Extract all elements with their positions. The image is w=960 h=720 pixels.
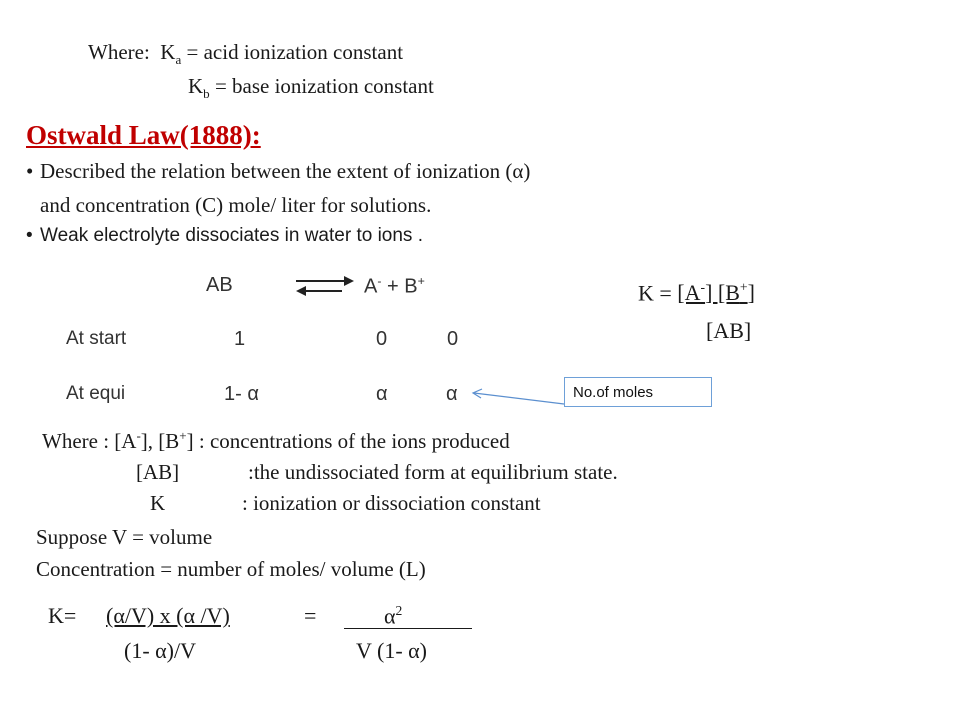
where-line-2-term: [AB] bbox=[136, 460, 180, 484]
equi-value-a: α bbox=[376, 383, 388, 405]
bullet-2: • Weak electrolyte dissociates in water to ions . bbox=[26, 225, 423, 246]
bullet-1-line-2: and concentration (C) mole/ liter for solutions. bbox=[40, 193, 432, 217]
formula-numerator: (α/V) x (α /V) bbox=[106, 603, 230, 628]
bullet-1-line-1: • Described the relation between the extent of ionization (α) bbox=[26, 159, 531, 183]
section-title: Ostwald Law(1888): bbox=[26, 120, 261, 150]
row-equi-label: At equi bbox=[66, 383, 126, 404]
pointer-arrow-icon bbox=[466, 386, 566, 408]
start-value-a: 0 bbox=[376, 328, 388, 350]
products: A- + B+ bbox=[364, 274, 425, 298]
fraction-bar bbox=[344, 628, 472, 629]
ka-definition: Where: $K_a$ = acid ionization constant bbox=[88, 40, 404, 68]
where-line-3-term: K bbox=[150, 491, 166, 515]
where-line-3-desc: : ionization or dissociation constant bbox=[242, 491, 541, 515]
start-value-ab: 1 bbox=[234, 328, 246, 350]
where-line-2-desc: :the undissociated form at equilibrium state. bbox=[248, 460, 618, 484]
start-value-b: 0 bbox=[447, 328, 459, 350]
volume-line-1: Suppose V = volume bbox=[36, 525, 213, 549]
k-expression-numerator: K = [A-] [B+] bbox=[638, 280, 755, 306]
formula-rhs-numerator: $\alpha^2$ bbox=[384, 603, 403, 629]
formula-lhs: K= bbox=[48, 603, 77, 628]
note-callout: No.of moles bbox=[564, 377, 712, 407]
k-expression-denominator: [AB] bbox=[706, 318, 752, 343]
equi-value-b: α bbox=[446, 383, 458, 405]
equi-value-ab: 1- α bbox=[224, 383, 259, 405]
formula-denominator: (1- α)/V bbox=[124, 638, 197, 663]
equilibrium-arrows-icon bbox=[292, 274, 358, 296]
volume-line-2: Concentration = number of moles/ volume (L) bbox=[36, 557, 426, 581]
formula-rhs-denominator: V (1- α) bbox=[356, 638, 427, 663]
where-line-1: Where : [A-], [B+] : concentrations of the ions produced bbox=[42, 428, 510, 453]
species-ab: AB bbox=[206, 274, 233, 296]
kb-definition: $K_b$ = base ionization constant bbox=[188, 74, 434, 102]
formula-equals: = bbox=[304, 603, 317, 628]
row-start-label: At start bbox=[66, 328, 127, 349]
